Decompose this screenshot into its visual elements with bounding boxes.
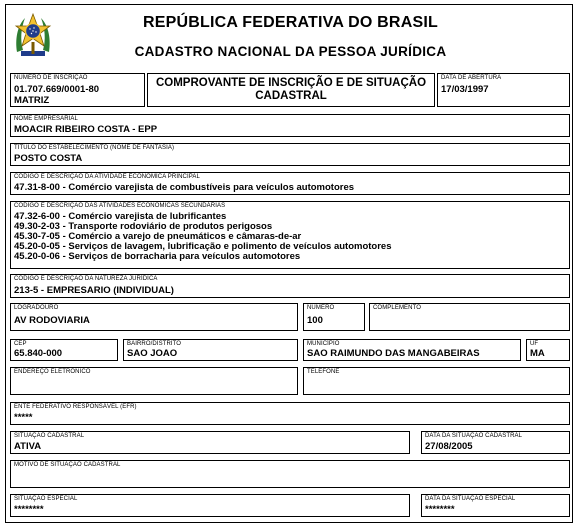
- natureza-juridica-box: [10, 274, 570, 298]
- telefone-box: [303, 367, 570, 395]
- fantasia-box: [10, 143, 570, 166]
- numero-value: 100: [307, 315, 323, 326]
- situacao-box: [10, 431, 410, 454]
- situacao-especial-value: ********: [14, 504, 44, 515]
- atividades-secundarias-box: [10, 201, 570, 269]
- inscricao-label: NÚMERO DE INSCRIÇÃO: [14, 75, 88, 81]
- efr-box: [10, 402, 570, 425]
- uf-value: MA: [530, 348, 545, 359]
- list-item: 49.30-2-03 - Transporte rodoviário de produtos perigosos: [14, 221, 273, 232]
- motivo-box: [10, 460, 570, 488]
- atividade-principal-label: CÓDIGO E DESCRIÇÃO DA ATIVIDADE ECONÔMICA PRINCIPAL: [14, 174, 200, 180]
- motivo-label: MOTIVO DE SITUAÇÃO CADASTRAL: [14, 462, 121, 468]
- nome-empresarial-label: NOME EMPRESARIAL: [14, 116, 78, 122]
- cep-box: [10, 339, 118, 361]
- situacao-value: ATIVA: [14, 441, 42, 452]
- bairro-value: SAO JOAO: [127, 348, 178, 359]
- municipio-value: SAO RAIMUNDO DAS MANGABEIRAS: [307, 348, 480, 359]
- email-label: ENDEREÇO ELETRÔNICO: [14, 369, 91, 375]
- bairro-label: BAIRRO/DISTRITO: [127, 341, 182, 347]
- nome-empresarial-box: [10, 114, 570, 137]
- municipio-label: MUNICÍPIO: [307, 341, 340, 347]
- fantasia-value: POSTO COSTA: [14, 153, 83, 164]
- municipio-box: [303, 339, 521, 361]
- email-box: [10, 367, 298, 395]
- uf-box: [526, 339, 570, 361]
- list-item: 45.20-0-05 - Serviços de lavagem, lubrificação e polimento de veículos automotores: [14, 241, 392, 252]
- cep-label: CEP: [14, 341, 27, 347]
- list-item: 47.32-6-00 - Comércio varejista de lubrificantes: [14, 211, 227, 222]
- document-subtitle: CADASTRO NACIONAL DA PESSOA JURÍDICA: [134, 44, 447, 59]
- fantasia-label: TÍTULO DO ESTABELECIMENTO (NOME DE FANTASIA): [14, 145, 175, 151]
- document-title: REPÚBLICA FEDERATIVA DO BRASIL: [143, 14, 438, 31]
- telefone-label: TELEFONE: [307, 369, 340, 375]
- logradouro-box: [10, 303, 298, 331]
- comprovante-title-line1: COMPROVANTE DE INSCRIÇÃO E DE SITUAÇÃO: [155, 77, 427, 89]
- natureza-juridica-value: 213-5 - EMPRESARIO (INDIVIDUAL): [14, 285, 174, 296]
- list-item: 45.20-0-06 - Serviços de borracharia para veículos automotores: [14, 251, 301, 262]
- data-situacao-especial-box: [421, 494, 570, 517]
- inscricao-box: [10, 73, 145, 107]
- numero-label: NÚMERO: [307, 305, 335, 311]
- numero-box: [303, 303, 365, 331]
- atividades-secundarias-list: [14, 212, 392, 262]
- complemento-box: [369, 303, 570, 331]
- atividades-secundarias-label: CÓDIGO E DESCRIÇÃO DAS ATIVIDADES ECONÔMICAS SECUNDÁRIAS: [14, 203, 226, 209]
- situacao-especial-box: [10, 494, 410, 517]
- bairro-box: [123, 339, 298, 361]
- atividade-principal-box: [10, 172, 570, 195]
- data-situacao-box: [421, 431, 570, 454]
- list-item: 45.30-7-05 - Comércio a varejo de pneumáticos e câmaras-de-ar: [14, 231, 302, 242]
- situacao-especial-label: SITUAÇÃO ESPECIAL: [14, 496, 78, 502]
- data-situacao-label: DATA DA SITUAÇÃO CADASTRAL: [425, 433, 523, 439]
- natureza-juridica-label: CÓDIGO E DESCRIÇÃO DA NATUREZA JURÍDICA: [14, 276, 158, 282]
- inscricao-type: MATRIZ: [14, 95, 50, 106]
- comprovante-box: [147, 73, 435, 107]
- cep-value: 65.840-000: [14, 348, 63, 359]
- inscricao-number: 01.707.669/0001-80: [14, 84, 100, 95]
- data-situacao-especial-label: DATA DA SITUAÇÃO ESPECIAL: [425, 496, 516, 502]
- uf-label: UF: [530, 341, 539, 347]
- abertura-label: DATA DE ABERTURA: [441, 75, 502, 81]
- comprovante-title-line2: CADASTRAL: [255, 90, 327, 102]
- data-situacao-value: 27/08/2005: [425, 441, 473, 452]
- efr-label: ENTE FEDERATIVO RESPONSÁVEL (EFR): [14, 404, 137, 410]
- logradouro-label: LOGRADOURO: [14, 305, 59, 311]
- situacao-label: SITUAÇÃO CADASTRAL: [14, 433, 85, 439]
- efr-value: *****: [14, 412, 33, 423]
- logradouro-value: AV RODOVIARIA: [14, 315, 90, 326]
- abertura-box: [437, 73, 570, 107]
- abertura-value: 17/03/1997: [441, 84, 489, 95]
- data-situacao-especial-value: ********: [425, 504, 455, 515]
- complemento-label: COMPLEMENTO: [373, 305, 421, 311]
- nome-empresarial-value: MOACIR RIBEIRO COSTA - EPP: [14, 124, 158, 135]
- atividade-principal-value: 47.31-8-00 - Comércio varejista de combustíveis para veículos automotores: [14, 182, 355, 193]
